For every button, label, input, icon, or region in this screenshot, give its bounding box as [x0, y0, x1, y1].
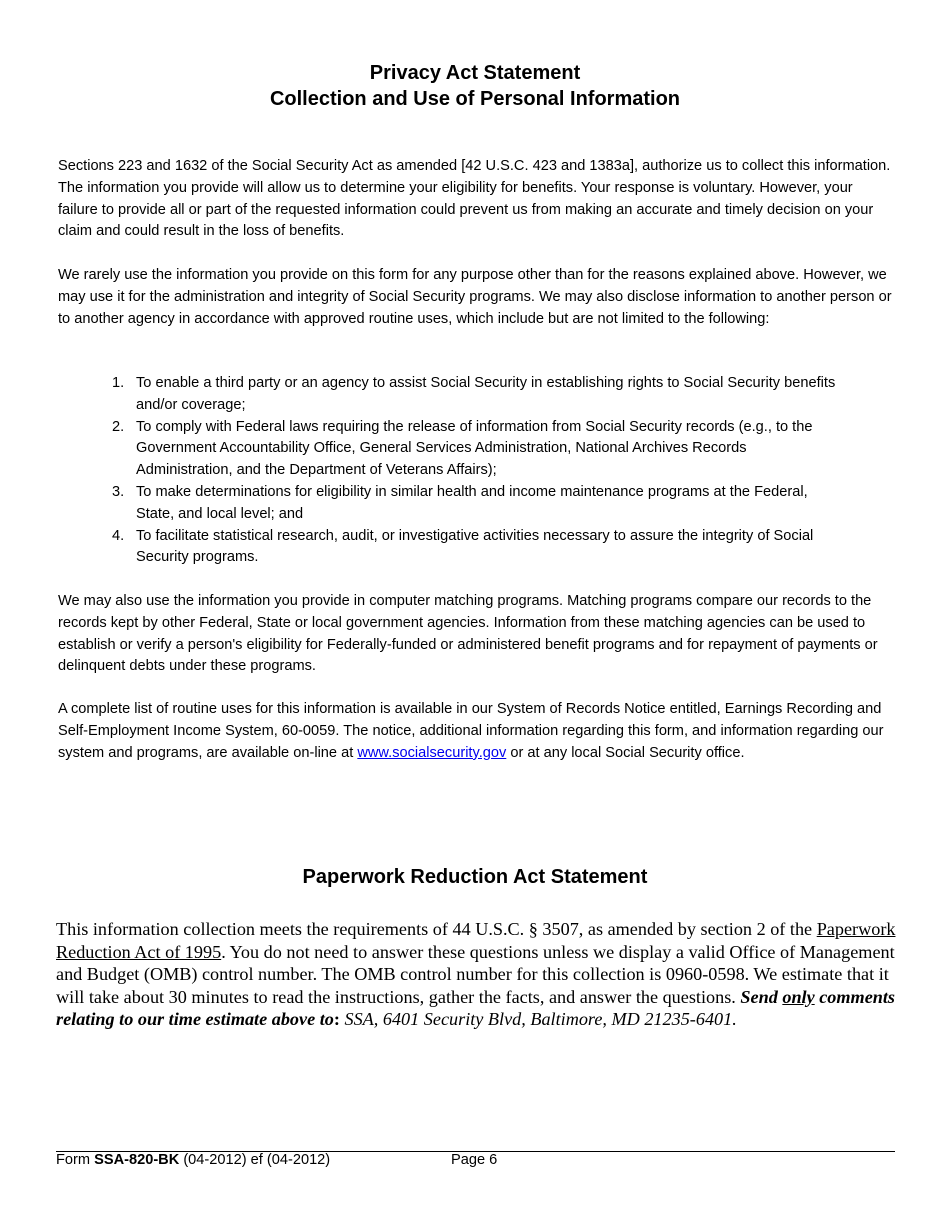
list-item: [58, 373, 838, 417]
privacy-title: Privacy Act Statement: [369, 62, 581, 84]
socialsecurity-link[interactable]: www.socialsecurity.gov: [357, 744, 507, 761]
page-number: Page 6: [451, 1152, 498, 1168]
paperwork-title: Paperwork Reduction Act Statement: [302, 866, 648, 888]
list-item-number: 4.: [112, 527, 125, 544]
list-item-number: 3.: [112, 483, 125, 500]
paperwork-act-name: Paperwork Reduction Act of 1995: [56, 919, 896, 962]
colon: :: [333, 1009, 345, 1029]
send-instruction: Send: [740, 986, 783, 1007]
list-item-text: To comply with Federal laws requiring the release of information from Social Security records (e.g., to the Government Accountability Office, General Services Administration, National Archives Records Administration, and the Department of Veterans Affairs);: [136, 418, 813, 479]
paperwork-text-start: This information collection meets the requirements of 44 U.S.C. § 3507, as amended by section 2 of the: [56, 919, 817, 939]
list-item-text: To facilitate statistical research, audit, or investigative activities necessary to assure the integrity of Social Security programs.: [136, 527, 814, 566]
privacy-subtitle: Collection and Use of Personal Information: [269, 88, 681, 110]
records-notice-text-end: or at any local Social Security office.: [506, 744, 745, 761]
form-prefix: Form: [56, 1152, 95, 1168]
privacy-paragraph-authority: Sections 223 and 1632 of the Social Security Act as amended [42 U.S.C. 423 and 1383a], authorize us to collect this information. The information you provide will allow us to determine your eligibility for benefits. Your response is voluntary. However, your failure to provide all or part of the requested information could prevent us from making an accurate and timely decision on your claim and could result in the loss of benefits.: [58, 158, 891, 240]
list-item-number: 2.: [112, 418, 125, 435]
records-notice-text: A complete list of routine uses for this information is available in our System of Records Notice entitled, Earnings Recording and Self-Employment Income System, 60-0059. The notice, additional information regarding this form, and information regarding our system and programs, are available on-line at: [58, 701, 884, 761]
paperwork-text-body: . You do not need to answer these questions unless we display a valid Office of Management and Budget (OMB) control number. The OMB control number for this collection is 0960-0598. We estimate that it will take about 30 minutes to read the instructions, gather the facts, and answer the questions.: [56, 941, 895, 1007]
list-item: [58, 482, 838, 526]
form-dates: (04-2012) ef (04-2012): [179, 1152, 331, 1168]
list-item-text: To enable a third party or an agency to assist Social Security in establishing rights to Social Security benefits and/or coverage;: [136, 375, 836, 413]
routine-uses-list: [58, 373, 838, 569]
form-id: SSA-820-BK: [94, 1152, 180, 1168]
comments-instruction: comments relating to our time estimate above to: [56, 986, 896, 1029]
list-item-number: 1.: [112, 375, 125, 391]
list-item: [58, 417, 838, 482]
privacy-paragraph-uses: We rarely use the information you provide on this form for any purpose other than for the reasons explained above. However, we may use it for the administration and integrity of Social Security programs. We may also disclose information to another person or to another agency in accordance with approved routine uses, which include but are not limited to the following:: [58, 267, 892, 327]
list-item-text: To make determinations for eligibility in similar health and income maintenance programs at the Federal, State, and local level; and: [136, 483, 808, 522]
privacy-paragraph-records-notice: [58, 699, 893, 764]
form-number: [56, 1151, 330, 1169]
list-item: [58, 526, 838, 570]
privacy-paragraph-matching: We may also use the information you provide in computer matching programs. Matching programs compare our records to the records kept by other Federal, State or local government agencies. Information from these matching agencies can be used to establish or verify a person's eligibility for Federally-funded or administered benefit programs and for repayment of payments or delinquent debts under these programs.: [58, 593, 878, 675]
paperwork-paragraph: [56, 918, 901, 1031]
mailing-address: SSA, 6401 Security Blvd, Baltimore, MD 21235-6401.: [344, 1009, 737, 1029]
only-emphasis: only: [782, 986, 815, 1007]
